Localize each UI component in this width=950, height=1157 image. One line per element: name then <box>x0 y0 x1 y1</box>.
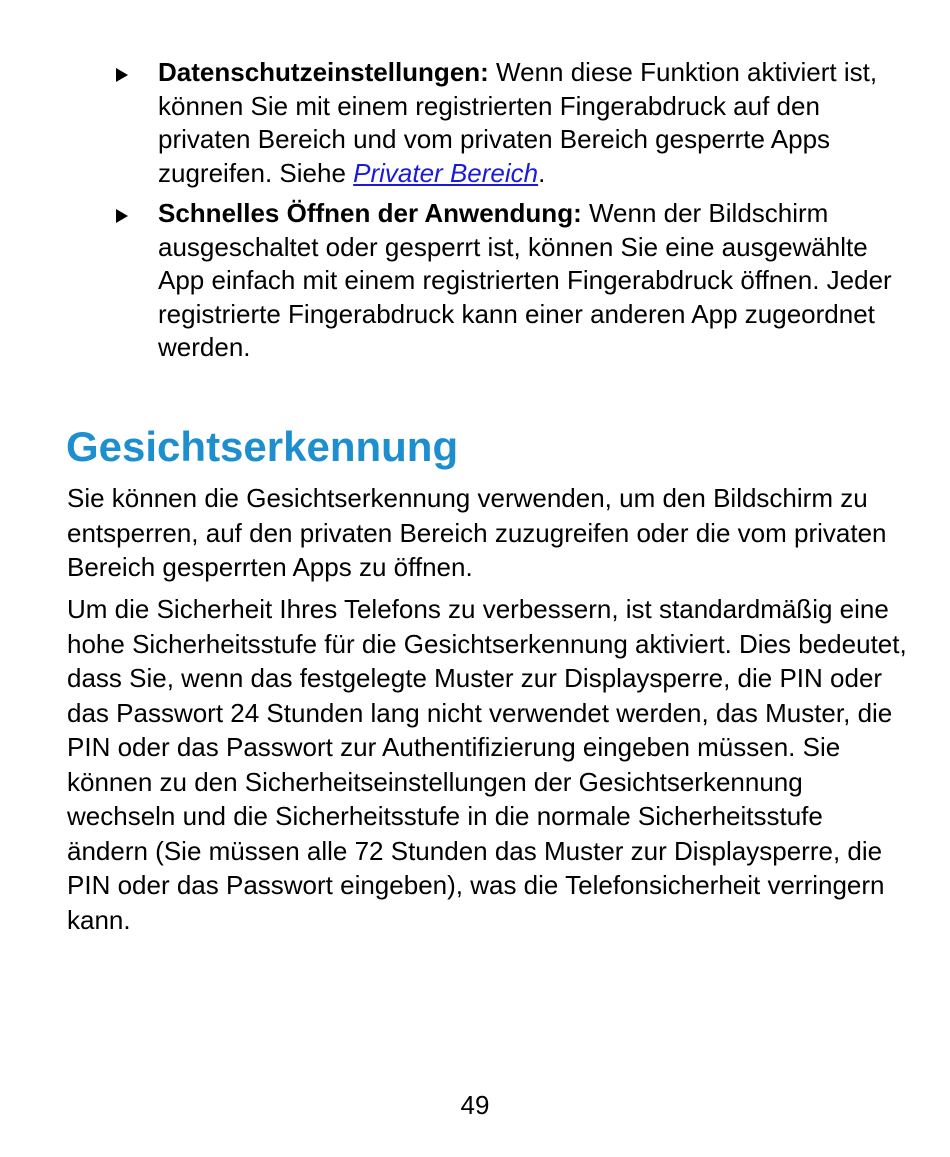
private-area-link[interactable]: Privater Bereich <box>353 157 539 188</box>
section-heading: Gesichtserkennung <box>66 423 459 470</box>
list-item-term: Datenschutzeinstellungen: <box>158 57 489 87</box>
triangle-bullet-icon <box>116 209 128 223</box>
list-item-suffix: . <box>538 157 546 188</box>
intro-paragraph: Sie können die Gesichtserkennung verwenden, um den Bildschirm zu entsperren, auf den privaten Bereich zuzugreifen oder die vom privaten Bereich gesperrten Apps zu öffnen. <box>67 483 887 582</box>
list-item-quick-open-app <box>110 197 910 365</box>
page-number: 49 <box>460 1090 490 1120</box>
feature-list <box>110 56 910 372</box>
list-item-term: Schnelles Öffnen der Anwendung: <box>158 198 582 228</box>
list-item-privacy-settings <box>110 56 910 190</box>
list-item-text: Wenn diese Funktion aktiviert ist, können Sie mit einem registrierten Fingerabdruck auf den privaten Bereich und vom privaten Bereich gesperrte Apps zugreifen. Siehe <box>158 57 878 188</box>
security-level-paragraph: Um die Sicherheit Ihres Telefons zu verbessern, ist standardmäßig eine hohe Sicherheitsstufe für die Gesichtserkennung aktiviert. Dies bedeutet, dass Sie, wenn das festgelegte Muster zur Displaysperre, die PIN oder das Passwort 24 Stunden lang nicht verwendet werden, das Muster, die PIN oder das Passwort zur Authentifizierung eingeben müssen. Sie können zu den Sicherheitseinstellungen der Gesichtserkennung wechseln und die Sicherheitsstufe in die normale Sicherheitsstufe ändern (Sie müssen alle 72 Stunden das Muster zur Displaysperre, die PIN oder das Passwort eingeben), was die Telefonsicherheit verringern kann. <box>67 594 907 935</box>
triangle-bullet-icon <box>116 68 128 82</box>
list-item-text: Wenn der Bildschirm ausgeschaltet oder gesperrt ist, können Sie eine ausgewählte App einfach mit einem registrierten Fingerabdruck öffnen. Jeder registrierte Fingerabdruck kann einer anderen App zugeordnet werden. <box>158 198 892 362</box>
